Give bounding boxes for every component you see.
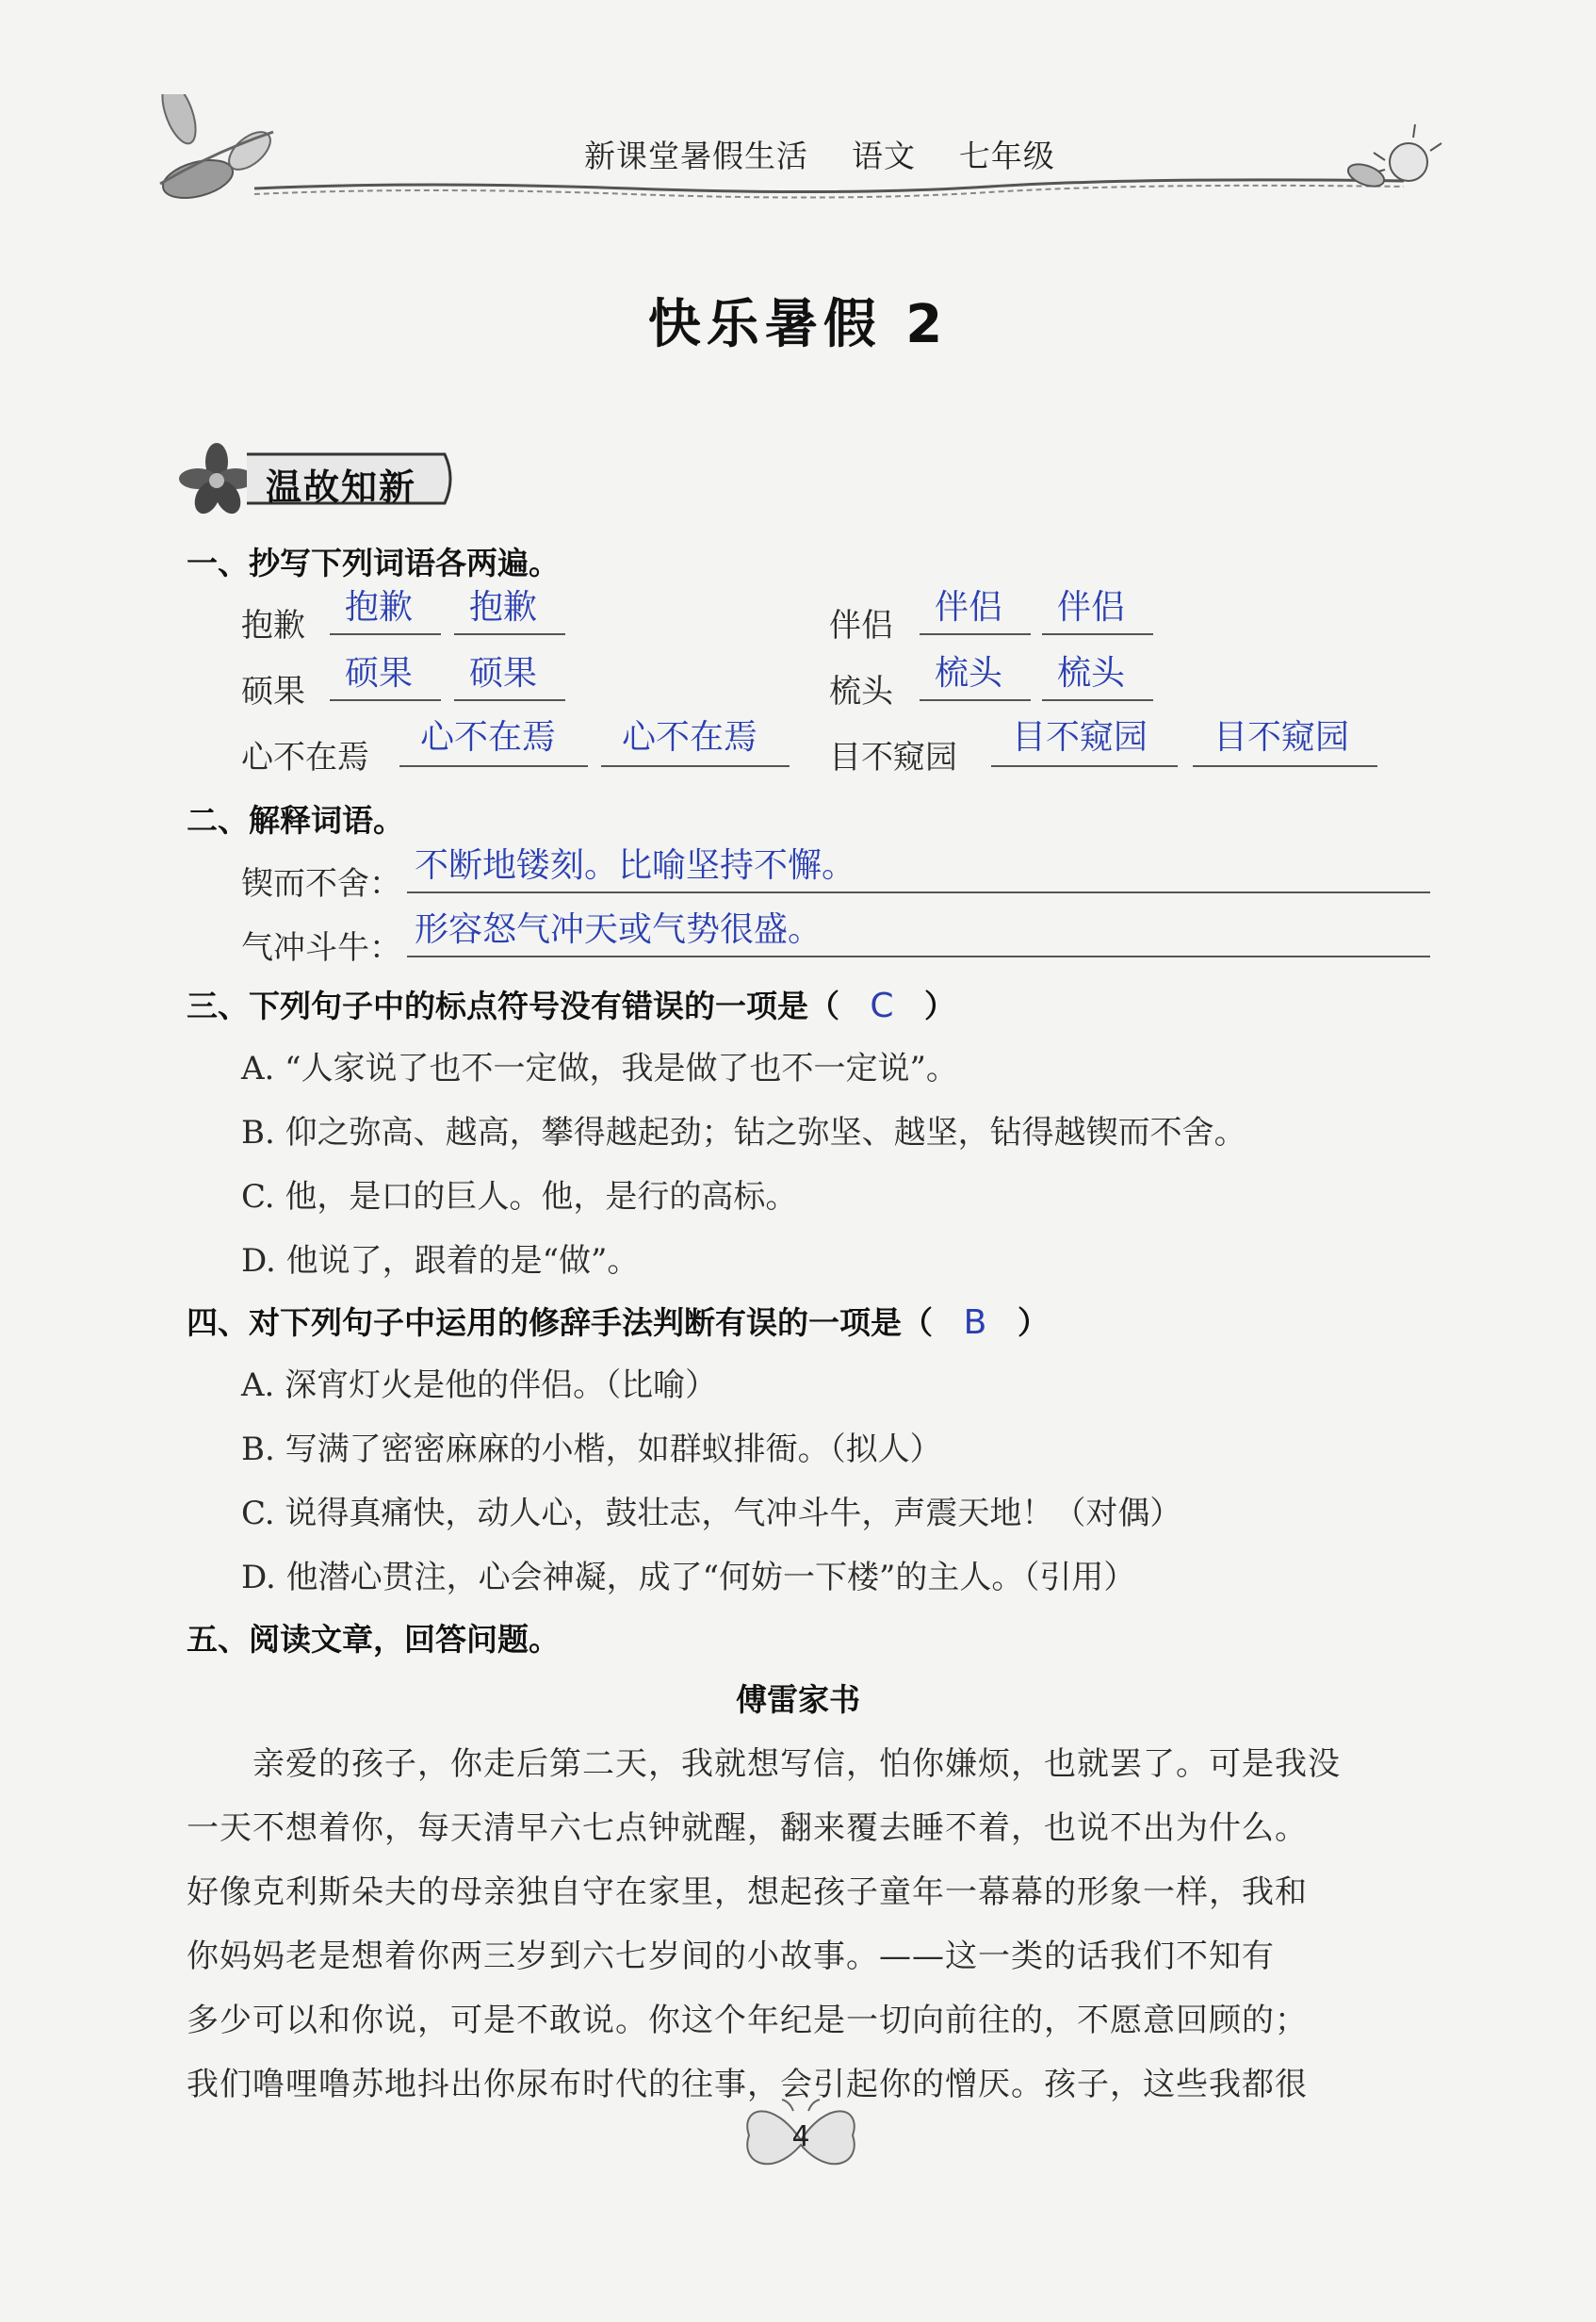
q3-option-b: B. 仰之弥高、越高，攀得越起劲；钻之弥坚、越坚，钻得越锲而不舍。 bbox=[241, 1114, 1246, 1152]
section-badge-label: 温故知新 bbox=[266, 466, 417, 508]
q3-heading-text: 三、下列句子中的标点符号没有错误的一项是（ bbox=[187, 988, 839, 1024]
page-number: 4 bbox=[791, 2120, 810, 2153]
q1-heading: 一、抄写下列词语各两遍。 bbox=[187, 545, 560, 581]
q1-word: 心不在焉 bbox=[241, 739, 369, 777]
q4-option-c: C. 说得真痛快，动人心，鼓壮志，气冲斗牛，声震天地！（对偶） bbox=[241, 1495, 1182, 1532]
q3-answer: C bbox=[870, 987, 894, 1025]
q4-option-b: B. 写满了密密麻麻的小楷，如群蚁排衙。（拟人） bbox=[241, 1431, 942, 1468]
q2-answer: 不断地镂刻。比喻坚持不懈。 bbox=[415, 846, 856, 885]
answer-underline bbox=[601, 765, 790, 767]
lesson-title: 快乐暑假 2 bbox=[647, 294, 949, 355]
answer-underline bbox=[991, 765, 1178, 767]
q1-answer: 梳头 bbox=[935, 654, 1003, 693]
answer-underline bbox=[920, 699, 1031, 701]
article-line: 好像克利斯朵夫的母亲独自守在家里，想起孩子童年一幕幕的形象一样，我和 bbox=[187, 1873, 1308, 1911]
q3-option-c: C. 他，是口的巨人。他，是行的高标。 bbox=[241, 1178, 798, 1216]
answer-underline bbox=[1193, 765, 1377, 767]
q1-word: 梳头 bbox=[829, 673, 893, 711]
article-line: 我们噜哩噜苏地抖出你尿布时代的往事，会引起你的憎厌。孩子，这些我都很 bbox=[187, 2066, 1308, 2103]
answer-underline bbox=[920, 633, 1031, 635]
q4-heading-text: 四、对下列句子中运用的修辞手法判断有误的一项是（ bbox=[187, 1304, 933, 1341]
q1-answer: 伴侣 bbox=[1057, 588, 1126, 627]
q2-term: 气冲斗牛： bbox=[241, 929, 401, 967]
q1-word: 目不窥园 bbox=[829, 739, 957, 777]
q5-heading: 五、阅读文章，回答问题。 bbox=[187, 1621, 560, 1658]
q1-word: 抱歉 bbox=[241, 607, 305, 645]
q4-option-d: D. 他潜心贯注，心会神凝，成了“何妨一下楼”的主人。（引用） bbox=[241, 1559, 1136, 1596]
q1-answer: 伴侣 bbox=[935, 588, 1003, 627]
q1-word: 伴侣 bbox=[829, 607, 893, 645]
q1-answer: 目不窥园 bbox=[1213, 718, 1350, 757]
answer-underline bbox=[1042, 699, 1153, 701]
answer-underline bbox=[330, 699, 441, 701]
answer-underline bbox=[407, 891, 1430, 893]
q1-answer: 抱歉 bbox=[345, 588, 414, 627]
q2-term: 锲而不舍： bbox=[241, 865, 401, 903]
q3-heading bbox=[187, 982, 955, 1026]
q1-answer: 目不窥园 bbox=[1012, 718, 1148, 757]
answer-underline bbox=[1042, 633, 1153, 635]
q4-answer: B bbox=[963, 1303, 987, 1342]
q3-option-d: D. 他说了，跟着的是“做”。 bbox=[241, 1242, 640, 1280]
answer-underline bbox=[454, 633, 565, 635]
article-line: 你妈妈老是想着你两三岁到六七岁间的小故事。——这一类的话我们不知有 bbox=[187, 1938, 1275, 1975]
q2-answer: 形容怒气冲天或气势很盛。 bbox=[415, 910, 822, 949]
q4-option-a: A. 深宵灯火是他的伴侣。（比喻） bbox=[241, 1366, 718, 1404]
article-line: 一天不想着你，每天清早六七点钟就醒，翻来覆去睡不着，也说不出为什么。 bbox=[187, 1809, 1308, 1847]
answer-underline bbox=[407, 956, 1430, 957]
article-line: 多少可以和你说，可是不敢说。你这个年纪是一切向前往的，不愿意回顾的； bbox=[187, 2002, 1308, 2039]
q1-answer: 抱歉 bbox=[469, 588, 538, 627]
flower-icon bbox=[179, 443, 254, 516]
answer-underline bbox=[454, 699, 565, 701]
answer-underline bbox=[399, 765, 588, 767]
q1-word: 硕果 bbox=[241, 673, 305, 711]
q1-answer: 心不在焉 bbox=[622, 718, 758, 757]
q3-heading-close: ） bbox=[924, 988, 955, 1024]
q4-heading-close: ） bbox=[1018, 1304, 1049, 1341]
q1-answer: 硕果 bbox=[469, 654, 538, 693]
q4-heading bbox=[187, 1299, 1049, 1343]
q1-answer: 心不在焉 bbox=[420, 718, 557, 757]
q3-option-a: A. “人家说了也不一定做，我是做了也不一定说”。 bbox=[241, 1050, 958, 1087]
q2-heading: 二、解释词语。 bbox=[187, 802, 404, 839]
header-title: 新课堂暑假生活 语文 七年级 bbox=[584, 138, 1055, 174]
q1-answer: 硕果 bbox=[345, 654, 414, 693]
answer-underline bbox=[330, 633, 441, 635]
article-title: 傅雷家书 bbox=[736, 1681, 860, 1718]
q1-answer: 梳头 bbox=[1057, 654, 1126, 693]
article-line: 亲爱的孩子，你走后第二天，我就想写信，怕你嫌烦，也就罢了。可是我没 bbox=[187, 1745, 1341, 1783]
